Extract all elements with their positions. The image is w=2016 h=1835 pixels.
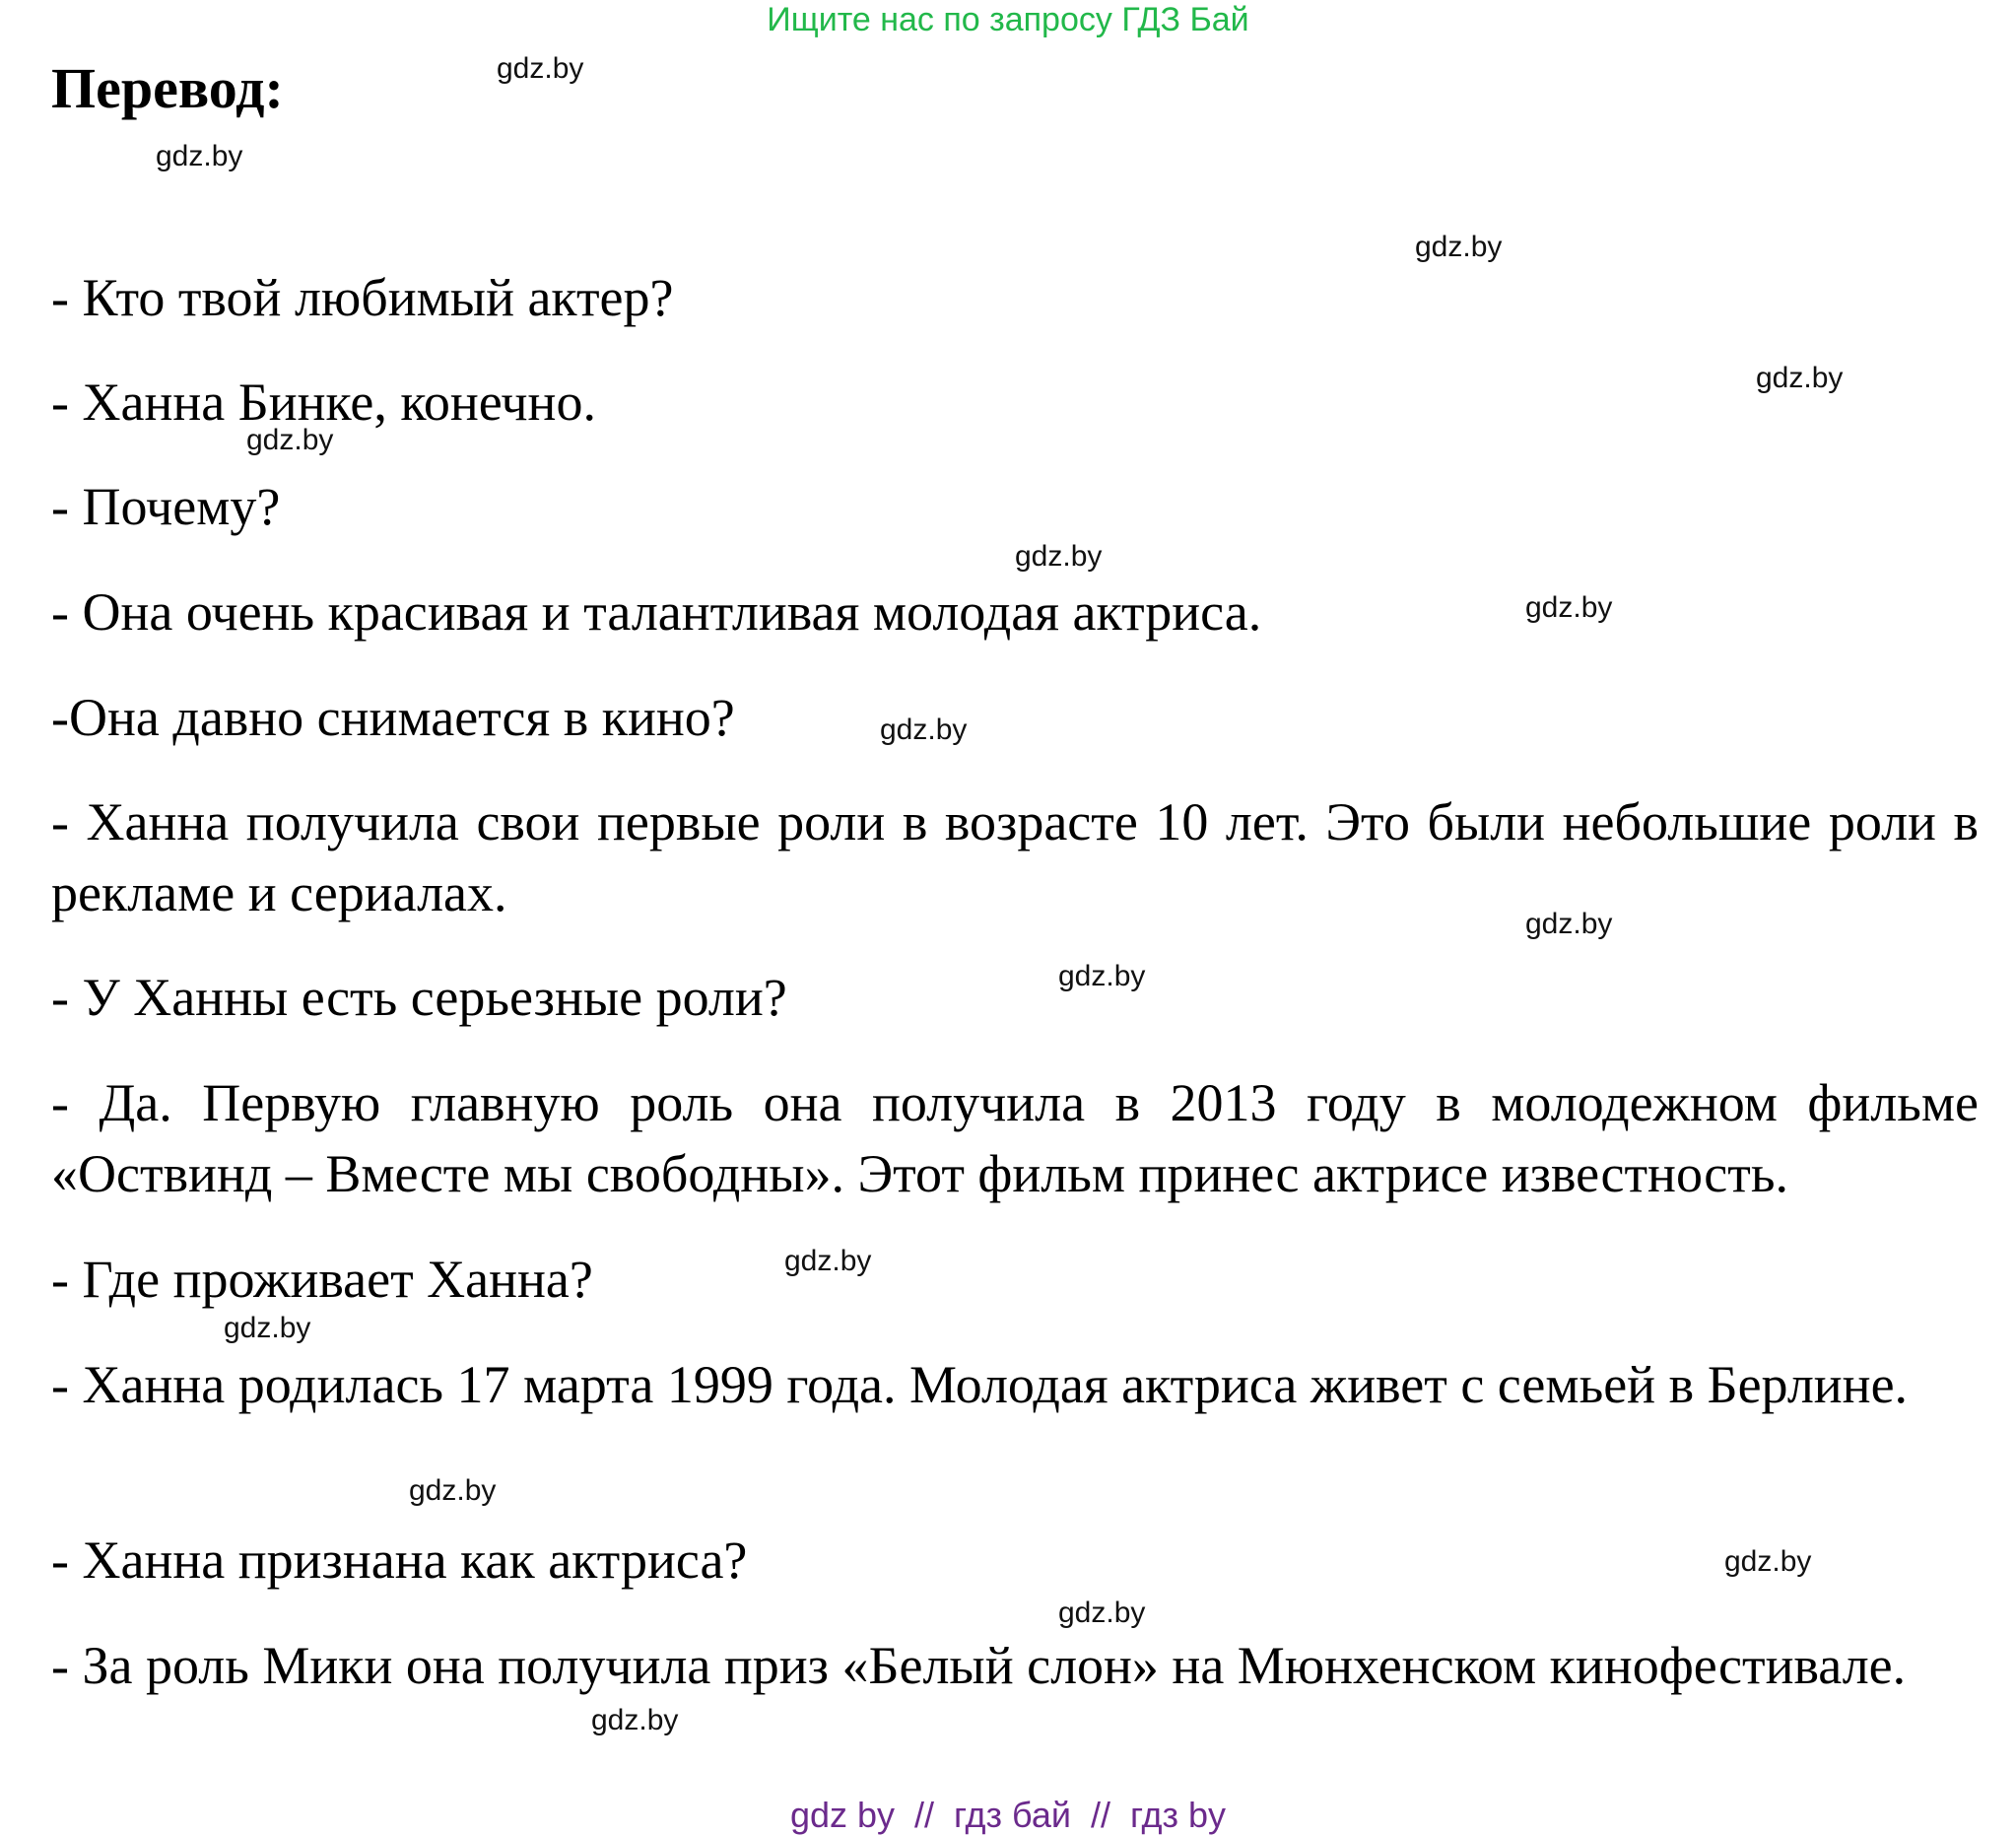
page-title: Перевод: (51, 56, 284, 120)
watermark: gdz.by (497, 52, 584, 85)
dialogue-line-6: - Ханна получила свои первые роли в возрасте 10 лет. Это были небольшие роли в рекламе и сериалах. (51, 792, 1979, 922)
dialogue-line-12: - За роль Мики она получила приз «Белый слон» на Мюнхенском кинофестивале. (51, 1636, 1907, 1695)
watermark: gdz.by (591, 1704, 679, 1736)
dialogue-line-2: - Ханна Бинке, конечно. (51, 373, 596, 432)
search-hint-banner: Ищите нас по запросу ГДЗ Бай (767, 1, 1249, 38)
footer-links: gdz by // гдз бай // гдз by (789, 1795, 1227, 1835)
dialogue-line-8: - Да. Первую главную роль она получила в 2013 году в молодежном фильме «Оствинд – Вместе мы свободны». Этот фильм принес актрисе известность. (51, 1073, 1979, 1203)
watermark: gdz.by (784, 1245, 872, 1277)
dialogue-line-4: - Она очень красивая и талантливая молодая актриса. (51, 582, 1262, 642)
watermark: gdz.by (1525, 591, 1613, 624)
watermark: gdz.by (880, 714, 968, 746)
dialogue-line-1: - Кто твой любимый актер? (51, 268, 674, 327)
watermark: gdz.by (1756, 362, 1844, 394)
watermark: gdz.by (1724, 1545, 1812, 1578)
dialogue-line-3: - Почему? (51, 477, 281, 536)
watermark: gdz.by (1015, 540, 1103, 573)
watermark: gdz.by (1058, 960, 1146, 992)
watermark: gdz.by (1525, 908, 1613, 940)
dialogue-line-7: - У Ханны есть серьезные роли? (51, 968, 787, 1027)
watermark: gdz.by (224, 1312, 311, 1344)
dialogue-line-5: -Она давно снимается в кино? (51, 688, 735, 747)
watermark: gdz.by (409, 1474, 497, 1507)
watermark: gdz.by (1415, 231, 1503, 263)
dialogue-line-10: - Ханна родилась 17 марта 1999 года. Молодая актриса живет с семьей в Берлине. (51, 1355, 1909, 1414)
dialogue-line-11: - Ханна признана как актриса? (51, 1530, 748, 1590)
watermark: gdz.by (156, 140, 243, 172)
watermark: gdz.by (246, 424, 334, 456)
watermark: gdz.by (1058, 1597, 1146, 1629)
dialogue-line-9: - Где проживает Ханна? (51, 1250, 593, 1309)
